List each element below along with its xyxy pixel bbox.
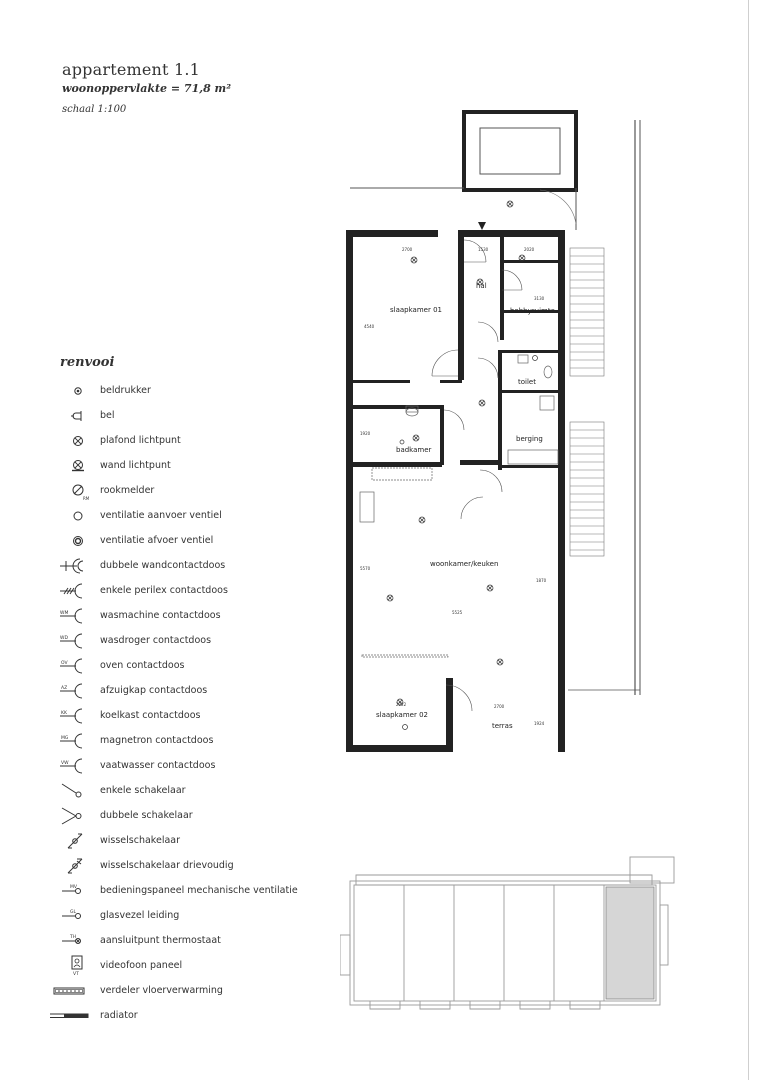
svg-text:WD: WD bbox=[60, 636, 68, 641]
svg-text:4540: 4540 bbox=[364, 324, 375, 329]
svg-text:OV: OV bbox=[61, 661, 68, 666]
legend-item: WM wasmachine contactdoos bbox=[50, 605, 310, 627]
legend-item: plafond lichtpunt bbox=[50, 430, 310, 452]
legend-item: VT videofoon paneel bbox=[50, 955, 310, 977]
legend-item: verdeler vloerverwarming bbox=[50, 980, 310, 1002]
dubbele-schakelaar-icon bbox=[50, 805, 90, 827]
room-hal: hal bbox=[476, 282, 487, 290]
legend-item: wisselschakelaar drievoudig bbox=[50, 855, 310, 877]
svg-text:5570: 5570 bbox=[360, 566, 371, 571]
legend-item: MV bedieningspaneel mechanische ventilatie bbox=[50, 880, 310, 902]
legend-item: dubbele schakelaar bbox=[50, 805, 310, 827]
legend-item: enkele perilex contactdoos bbox=[50, 580, 310, 602]
legend-item: TH aansluitpunt thermostaat bbox=[50, 930, 310, 952]
legend-item: MG magnetron contactdoos bbox=[50, 730, 310, 752]
gallery bbox=[568, 120, 640, 695]
svg-text:KK: KK bbox=[61, 711, 67, 716]
stairwell bbox=[350, 112, 576, 230]
thermostaat-icon bbox=[50, 930, 90, 952]
beldrukker-icon bbox=[50, 380, 90, 402]
room-berging: berging bbox=[516, 435, 543, 443]
svg-text:VW: VW bbox=[61, 761, 69, 766]
legend-item: OV oven contactdoos bbox=[50, 655, 310, 677]
svg-text:1920: 1920 bbox=[360, 431, 371, 436]
legend-item: enkele schakelaar bbox=[50, 780, 310, 802]
legend-item: dubbele wandcontactdoos bbox=[50, 555, 310, 577]
legend-item: beldrukker bbox=[50, 380, 310, 402]
room-slaapkamer-02: slaapkamer 02 bbox=[376, 711, 428, 719]
svg-text:5525: 5525 bbox=[452, 610, 463, 615]
key-plan bbox=[340, 855, 680, 1025]
title-block bbox=[62, 60, 231, 115]
sheet-edge-line bbox=[748, 0, 749, 1080]
koelkast-contactdoos-icon bbox=[50, 705, 90, 727]
svg-text:2700: 2700 bbox=[494, 704, 505, 709]
legend-item: bel bbox=[50, 405, 310, 427]
glasvezel-icon bbox=[50, 905, 90, 927]
svg-text:2700: 2700 bbox=[402, 247, 413, 252]
vaatwasser-contactdoos-icon bbox=[50, 755, 90, 777]
room-toilet: toilet bbox=[518, 378, 536, 386]
floor-plan bbox=[330, 100, 650, 760]
legend-item: VW vaatwasser contactdoos bbox=[50, 755, 310, 777]
svg-text:MG: MG bbox=[61, 736, 69, 741]
wisselschakelaar-drievoudig-icon bbox=[50, 855, 90, 877]
svg-text:1530: 1530 bbox=[478, 247, 489, 252]
legend-item: WD wasdroger contactdoos bbox=[50, 630, 310, 652]
legend-item: ventilatie afvoer ventiel bbox=[50, 530, 310, 552]
svg-text:2222: 2222 bbox=[396, 702, 407, 707]
ventilatie-aanvoer-icon bbox=[50, 505, 90, 527]
enkele-schakelaar-icon bbox=[50, 780, 90, 802]
legend-title: renvooi bbox=[60, 355, 115, 370]
svg-text:1924: 1924 bbox=[534, 721, 545, 726]
room-slaapkamer-01: slaapkamer 01 bbox=[390, 306, 442, 314]
highlighted-unit bbox=[606, 887, 654, 999]
legend-item: ventilatie aanvoer ventiel bbox=[50, 505, 310, 527]
room-terras: terras bbox=[492, 722, 513, 730]
bel-icon bbox=[50, 405, 90, 427]
svg-text:3130: 3130 bbox=[534, 296, 545, 301]
oven-contactdoos-icon bbox=[50, 655, 90, 677]
legend-item: RM rookmelder bbox=[50, 480, 310, 502]
legend-item: wisselschakelaar bbox=[50, 830, 310, 852]
entrance-marker bbox=[478, 222, 486, 230]
ventilatie-afvoer-icon bbox=[50, 530, 90, 552]
bedieningspaneel-ventilatie-icon bbox=[50, 880, 90, 902]
room-woonkamer-keuken: woonkamer/keuken bbox=[430, 560, 499, 568]
svg-text:2020: 2020 bbox=[524, 247, 535, 252]
legend-item: wand lichtpunt bbox=[50, 455, 310, 477]
legend-item: radiator bbox=[50, 1005, 310, 1027]
svg-text:RM: RM bbox=[83, 496, 90, 501]
perilex-contactdoos-icon bbox=[50, 580, 90, 602]
verdeler-vloerverwarming-icon bbox=[50, 980, 90, 1002]
svg-text:MV: MV bbox=[70, 885, 77, 890]
room-hobbyruimte: hobbyruimte bbox=[510, 307, 555, 315]
room-badkamer: badkamer bbox=[396, 446, 432, 454]
wand-lichtpunt-icon bbox=[50, 455, 90, 477]
svg-text:AZ: AZ bbox=[61, 686, 68, 691]
legend-item: AZ afzuigkap contactdoos bbox=[50, 680, 310, 702]
legend-item: KK koelkast contactdoos bbox=[50, 705, 310, 727]
dubbele-wandcontactdoos-icon bbox=[50, 555, 90, 577]
page-title: appartement 1.1 bbox=[62, 60, 201, 79]
living-area: woonoppervlakte = 71,8 m² bbox=[62, 82, 232, 95]
svg-text:TH: TH bbox=[70, 935, 77, 940]
rookmelder-icon bbox=[50, 480, 90, 502]
afzuigkap-contactdoos-icon bbox=[50, 680, 90, 702]
wasdroger-contactdoos-icon bbox=[50, 630, 90, 652]
svg-text:WM: WM bbox=[60, 611, 69, 616]
videofoon-icon bbox=[50, 955, 90, 977]
wasmachine-contactdoos-icon bbox=[50, 605, 90, 627]
svg-text:VT: VT bbox=[73, 972, 79, 977]
plafond-lichtpunt-icon bbox=[50, 430, 90, 452]
radiator-icon bbox=[50, 1005, 90, 1027]
wisselschakelaar-icon bbox=[50, 830, 90, 852]
scale-label: schaal 1:100 bbox=[62, 104, 127, 115]
magnetron-contactdoos-icon bbox=[50, 730, 90, 752]
svg-text:1870: 1870 bbox=[536, 578, 547, 583]
svg-text:GL: GL bbox=[70, 910, 76, 915]
legend-item: GL glasvezel leiding bbox=[50, 905, 310, 927]
